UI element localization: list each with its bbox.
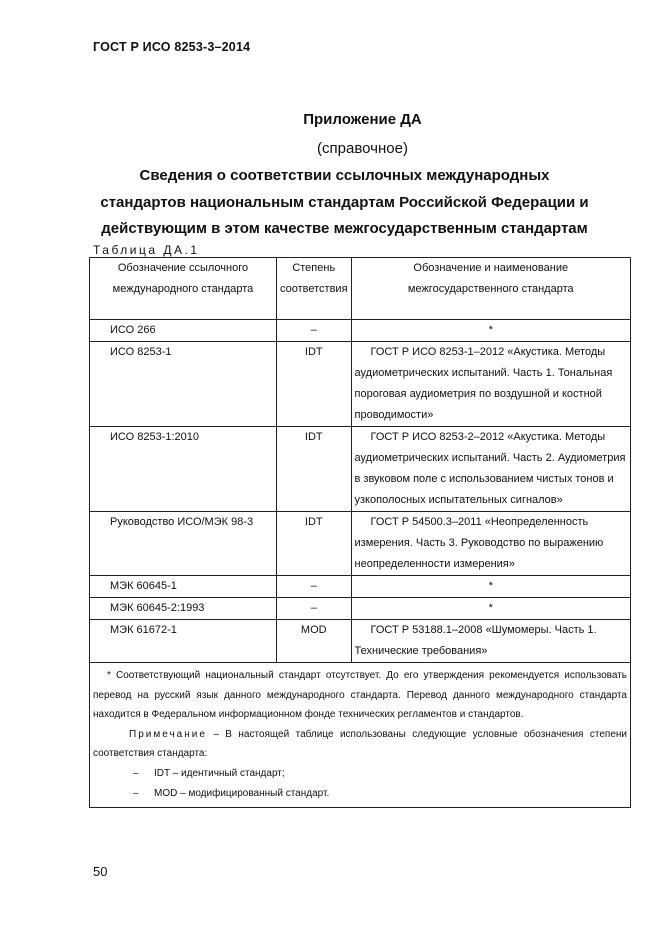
cell-ref: Руководство ИСО/МЭК 98-3: [90, 512, 277, 576]
header-degree: Степень соответствия: [277, 258, 352, 320]
cell-national-wrap: [351, 512, 630, 576]
header-ref-standard: Обозначение ссылочного международного стандарта: [90, 258, 277, 320]
note-paragraph: [93, 725, 627, 764]
cell-degree: IDT: [277, 427, 352, 512]
cell-degree: –: [277, 320, 352, 342]
table-header-row: [90, 258, 631, 320]
page-number: 50: [93, 864, 108, 879]
legend-item-text: MOD – модифицированный стандарт.: [154, 787, 330, 799]
cell-ref: ИСО 8253-1: [90, 342, 277, 427]
table-row: [90, 320, 631, 342]
cell-national: *: [351, 598, 630, 620]
cell-national: ГОСТ Р 53188.1–2008 «Шумомеры. Часть 1. Технические требования»: [354, 624, 597, 657]
cell-degree: IDT: [277, 512, 352, 576]
table-row: [90, 576, 631, 598]
document-header: ГОСТ Р ИСО 8253-3–2014: [93, 40, 251, 54]
table-caption: Таблица ДА.1: [93, 243, 200, 257]
note-text: – В настоящей таблице использованы следующие условные обозначения степени соответствия стандарта:: [93, 728, 627, 760]
cell-national-wrap: [351, 342, 630, 427]
cell-ref: МЭК 60645-1: [90, 576, 277, 598]
cell-ref: МЭК 61672-1: [90, 620, 277, 663]
cell-national: *: [351, 576, 630, 598]
legend-item-text: IDT – идентичный стандарт;: [154, 767, 285, 779]
cell-ref: МЭК 60645-2:1993: [90, 598, 277, 620]
appendix-title: Приложение ДА: [303, 111, 422, 128]
cell-national-wrap: [351, 427, 630, 512]
table-row: [90, 342, 631, 427]
appendix-subtitle: (справочное): [317, 140, 408, 157]
cell-ref: ИСО 8253-1:2010: [90, 427, 277, 512]
cell-degree: IDT: [277, 342, 352, 427]
cell-national: *: [351, 320, 630, 342]
table-row: [90, 512, 631, 576]
dash-bullet: –: [133, 767, 139, 779]
cell-degree: –: [277, 576, 352, 598]
cell-national-wrap: [351, 620, 630, 663]
heading-line: Сведения о соответствии ссылочных международных: [139, 167, 550, 184]
cell-degree: MOD: [277, 620, 352, 663]
dash-bullet: –: [133, 787, 139, 799]
legend-item: [93, 764, 627, 784]
header-national-standard: Обозначение и наименование межгосударственного стандарта: [351, 258, 630, 320]
appendix-heading: [0, 163, 661, 243]
note-label: Примечание: [129, 728, 207, 740]
cell-national: ГОСТ Р 54500.3–2011 «Неопределенность измерения. Часть 3. Руководство по выражению неопределенности измерения»: [354, 516, 604, 570]
table-row: [90, 598, 631, 620]
table-notes: [90, 663, 631, 808]
table-row: [90, 427, 631, 512]
heading-line: стандартов национальным стандартам Российской Федерации и: [100, 193, 589, 211]
cell-degree: –: [277, 598, 352, 620]
table-notes-row: [90, 663, 631, 808]
cell-ref: ИСО 266: [90, 320, 277, 342]
legend-item: [93, 784, 627, 804]
table-row: [90, 620, 631, 663]
cell-national: ГОСТ Р ИСО 8253-1–2012 «Акустика. Методы аудиометрических испытаний. Часть 1. Тональная пороговая аудиометрия по воздушной и костной проводимости»: [354, 346, 613, 421]
heading-line: действующим в этом качестве межгосударственным стандартам: [101, 220, 588, 237]
correspondence-table: [89, 257, 631, 808]
cell-national: ГОСТ Р ИСО 8253-2–2012 «Акустика. Методы аудиометрических испытаний. Часть 2. Аудиометрия в звуковом поле с использованием чистых тонов и узкополосных испытательных сигналов»: [354, 431, 626, 506]
footnote: * Соответствующий национальный стандарт отсутствует. До его утверждения рекомендуется использовать перевод на русский язык данного международного стандарта. Перевод данного международного стандарта находится в Федеральном информационном фонде технических регламентов и стандартов.: [93, 670, 627, 721]
